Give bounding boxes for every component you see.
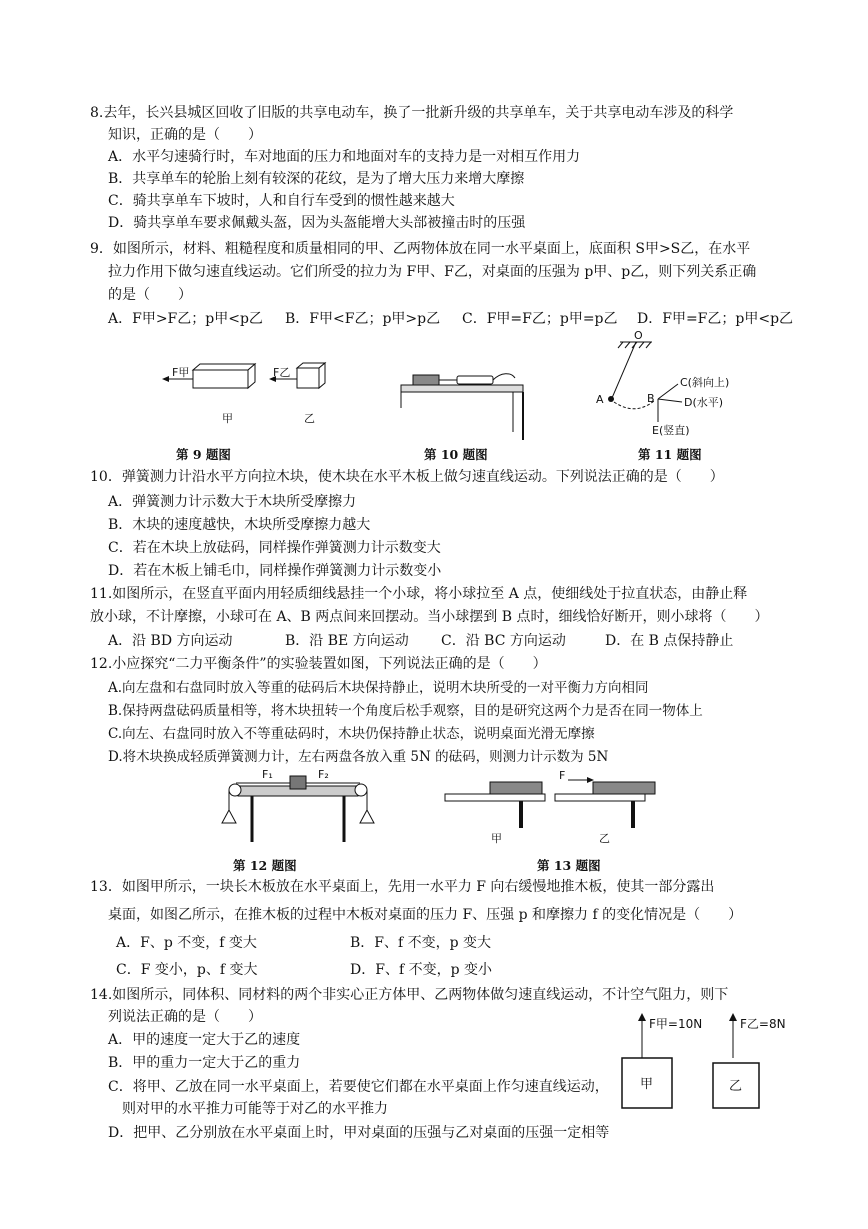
q14-option-b: B．甲的重力一定大于乙的重力 — [108, 1055, 301, 1071]
q8-stem-line2: 知识，正确的是（ ） — [108, 127, 262, 143]
fig10-wood-block — [413, 375, 439, 385]
q8-option-c: C．骑共享单车下坡时，人和自行车受到的惯性越来越大 — [108, 193, 455, 209]
fig12-caption: 第 12 题图 — [233, 858, 297, 873]
fig14-box-yi-label: 乙 — [729, 1079, 743, 1094]
q10-option-b: B．木块的速度越快，木块所受摩擦力越大 — [108, 517, 371, 533]
fig12-pulley-right — [355, 784, 367, 796]
fig9-caption: 第 9 题图 — [176, 447, 231, 462]
fig11-label-e: E(竖直) — [652, 424, 690, 437]
fig11-label-a: A — [596, 393, 604, 406]
fig11-ball — [608, 396, 614, 402]
q11-option-c: C．沿 BC 方向运动 — [441, 633, 566, 649]
fig11-label-c: C(斜向上) — [680, 376, 730, 389]
fig11-label-o: O — [634, 329, 643, 342]
figure-13 — [445, 770, 675, 850]
fig13-table-yi — [555, 794, 645, 801]
fig10-hand — [493, 374, 515, 380]
q10-option-a: A．弹簧测力计示数大于木块所受摩擦力 — [108, 494, 357, 510]
q11-stem-line2: 放小球，不计摩擦，小球可在 A、B 两点间来回摆动。当小球摆到 B 点时，细线恰好断开，则小球将（ ） — [90, 609, 769, 625]
q12-option-c: C.向左、右盘同时放入不等重砝码时，木块仍保持静止状态，说明桌面光滑无摩擦 — [108, 726, 595, 742]
fig13-board-yi — [593, 782, 655, 794]
q14-stem-line1: 14.如图所示，同体积、同材料的两个非实心正方体甲、乙两物体做匀速直线运动，不计空气阻力，则下 — [90, 987, 729, 1003]
figure-10 — [395, 360, 535, 440]
q12-option-a: A.向左盘和右盘同时放入等重的砝码后木块保持静止，说明木块所受的一对平衡力方向相同 — [108, 680, 649, 696]
fig12-pan-left — [222, 810, 236, 823]
fig12-wood-block — [290, 776, 306, 789]
q13-stem-line2: 桌面，如图乙所示，在推木板的过程中木板对桌面的压力 F、压强 p 和摩擦力 f 的变化情况是（ ） — [108, 907, 743, 923]
q12-option-b: B.保持两盘砝码质量相等，将木块扭转一个角度后松手观察，目的是研究这两个力是否在同一物体上 — [108, 703, 703, 719]
q10-stem: 10．弹簧测力计沿水平方向拉木块，使木块在水平木板上做匀速直线运动。下列说法正确的是（ ） — [90, 469, 724, 485]
fig9-block-yi — [297, 363, 325, 388]
fig11-label-d: D(水平) — [684, 396, 724, 409]
fig13-label-f: F — [559, 769, 566, 782]
q14-option-d: D．把甲、乙分别放在水平桌面上时，甲对桌面的压强与乙对桌面的压强一定相等 — [108, 1125, 610, 1141]
fig13-caption: 第 13 题图 — [537, 858, 601, 873]
q9-stem-line2: 拉力作用下做匀速直线运动。它们所受的拉力为 F甲、F乙，对桌面的压强为 p甲、p乙，则下列关系正确 — [108, 264, 757, 280]
q13-option-d: D．F、f 不变，p 变小 — [350, 962, 492, 978]
q8-option-a: A．水平匀速骑行时，车对地面的压力和地面对车的支持力是一对相互作用力 — [108, 149, 581, 165]
q9-option-b: B．F甲<F乙；p甲>p乙 — [285, 311, 441, 327]
q12-option-d: D.将木块换成轻质弹簧测力计，左右两盘各放入重 5N 的砝码，则测力计示数为 5N — [108, 749, 609, 765]
fig11-arrow-c — [658, 384, 678, 399]
fig12-pulley-left — [229, 784, 241, 796]
q9-stem-line3: 的是（ ） — [108, 287, 192, 303]
q10-option-c: C．若在木块上放砝码，同样操作弹簧测力计示数变大 — [108, 540, 441, 556]
figure-12 — [222, 768, 372, 846]
q13-option-a: A．F、p 不变，f 变大 — [116, 935, 257, 951]
fig12-label-f2: F₂ — [318, 768, 329, 781]
fig12-label-f1: F₁ — [262, 768, 273, 781]
figure-14 — [615, 1008, 786, 1118]
fig12-pan-right — [360, 810, 374, 823]
q11-option-a: A．沿 BD 方向运动 — [108, 633, 233, 649]
fig9-block-jia — [193, 364, 255, 388]
fig11-label-b: B — [647, 392, 655, 405]
q11-stem-line1: 11.如图所示，在竖直平面内用轻质细线悬挂一个小球，将小球拉至 A 点，使细线处于拉直状态，由静止释 — [90, 586, 748, 602]
q13-stem-line1: 13．如图甲所示，一块长木板放在水平桌面上，先用一水平力 F 向右缓慢地推木板，使其一部分露出 — [90, 879, 715, 895]
fig9-label-yi: 乙 — [304, 412, 315, 425]
figure-11 — [590, 329, 740, 442]
q14-option-a: A．甲的速度一定大于乙的速度 — [108, 1032, 301, 1048]
fig9-force-yi: F乙 — [273, 366, 291, 379]
fig9-force-jia: F甲 — [172, 366, 190, 379]
fig14-force-yi: F乙=8N — [740, 1017, 786, 1031]
q9-option-a: A．F甲>F乙；p甲<p乙 — [108, 311, 263, 327]
q14-stem-line2: 列说法正确的是（ ） — [108, 1009, 262, 1025]
q9-option-d: D．F甲=F乙；p甲<p乙 — [637, 311, 794, 327]
figure-9 — [160, 360, 340, 430]
q8-option-d: D．骑共享单车要求佩戴头盔，因为头盔能增大头部被撞击时的压强 — [108, 215, 526, 231]
q10-option-d: D．若在木板上铺毛巾，同样操作弹簧测力计示数变小 — [108, 563, 442, 579]
q13-option-c: C．F 变小，p、f 变大 — [116, 962, 258, 978]
fig13-label-jia: 甲 — [491, 832, 502, 845]
q12-stem: 12.小应探究“二力平衡条件”的实验装置如图，下列说法正确的是（ ） — [90, 656, 547, 672]
q9-stem-line1: 9．如图所示，材料、粗糙程度和质量相同的甲、乙两物体放在同一水平桌面上，底面积 S甲>S乙，在水平 — [90, 241, 751, 257]
q11-option-b: B．沿 BE 方向运动 — [285, 633, 409, 649]
fig9-label-jia: 甲 — [222, 412, 233, 425]
fig10-board — [401, 385, 523, 392]
fig11-arrow-d — [658, 399, 682, 402]
fig13-table-jia — [445, 794, 545, 801]
q14-option-c-line2: 则对甲的水平推力可能等于对乙的水平推力 — [122, 1101, 388, 1117]
fig14-box-jia-label: 甲 — [640, 1077, 654, 1092]
q8-stem-line1: 8.去年，长兴县城区回收了旧版的共享电动车，换了一批新升级的共享单车，关于共享电动车涉及的科学 — [90, 105, 734, 121]
fig11-caption: 第 11 题图 — [638, 447, 702, 462]
fig10-spring-scale — [457, 376, 493, 384]
q13-option-b: B．F、f 不变，p 变大 — [350, 935, 492, 951]
fig13-label-yi: 乙 — [599, 832, 610, 845]
fig11-string — [612, 342, 636, 398]
fig14-force-jia: F甲=10N — [649, 1017, 703, 1031]
q8-option-b: B．共享单车的轮胎上刻有较深的花纹，是为了增大压力来增大摩擦 — [108, 171, 525, 187]
fig13-board-jia — [490, 782, 542, 794]
q11-option-d: D．在 B 点保持静止 — [605, 633, 734, 649]
fig10-caption: 第 10 题图 — [424, 447, 488, 462]
q9-option-c: C．F甲=F乙；p甲=p乙 — [462, 311, 618, 327]
q14-option-c-line1: C．将甲、乙放在同一水平桌面上，若要使它们都在水平桌面上作匀速直线运动， — [108, 1079, 609, 1095]
